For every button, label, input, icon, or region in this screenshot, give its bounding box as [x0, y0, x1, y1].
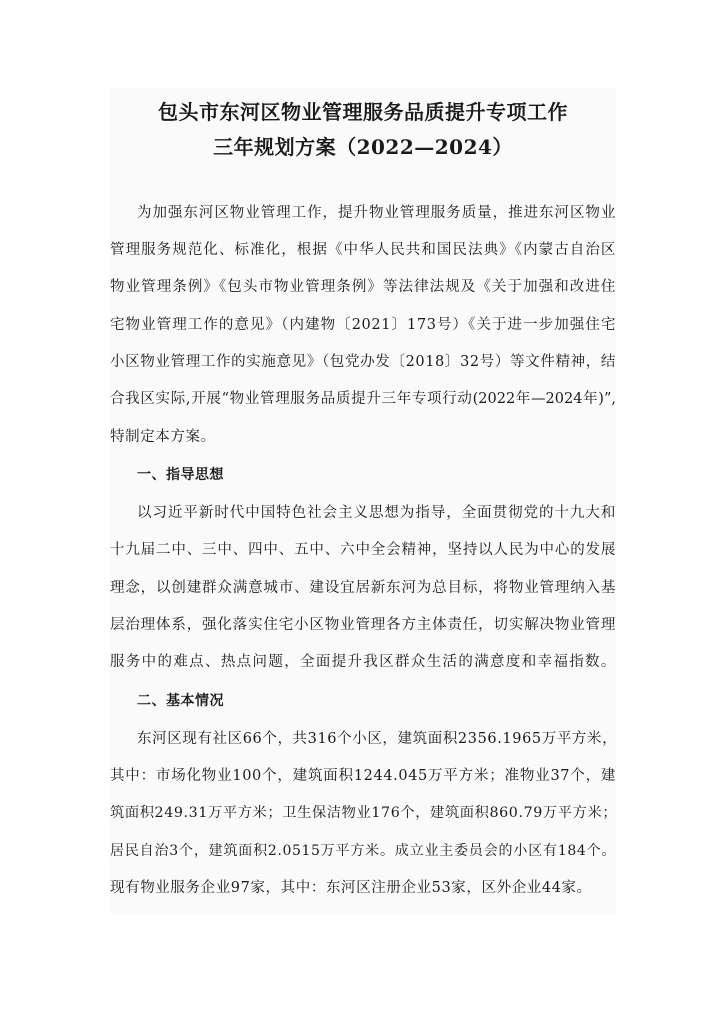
document-title-line-1: 包头市东河区物业管理服务品质提升专项工作	[158, 100, 568, 124]
paragraph-3-line: 东河区现有社区66个，共316个小区，建筑面积2356.1965万平方米，	[137, 731, 618, 747]
section-heading-guiding-ideology: 一、指导思想	[137, 467, 224, 483]
paragraph-1-line: 管理服务规范化、标准化，根据《中华人民共和国民法典》《内蒙古自治区	[110, 242, 616, 258]
paragraph-2-line: 服务中的难点、热点问题，全面提升我区群众生活的满意度和幸福指数。	[110, 654, 616, 670]
paragraph-3-line: 现有物业服务企业97家，其中：东河区注册企业53家，区外企业44家。	[110, 880, 592, 896]
paragraph-1-line: 合我区实际,开展“物业管理服务品质提升三年专项行动(2022年—2024年)”,	[110, 391, 616, 407]
paragraph-2-line: 十九届二中、三中、四中、五中、六中全会精神，坚持以人民为中心的发展	[110, 542, 616, 558]
paragraph-2-line: 理念，以创建群众满意城市、建设宜居新东河为总目标，将物业管理纳入基	[110, 580, 616, 596]
paragraph-3-line: 其中：市场化物业100个，建筑面积1244.045万平方米；准物业37个，建	[110, 768, 616, 784]
paragraph-2-line: 以习近平新时代中国特色社会主义思想为指导，全面贯彻党的十九大和	[137, 505, 616, 521]
section-heading-basic-situation: 二、基本情况	[137, 693, 224, 709]
paragraph-3-line: 居民自治3个，建筑面积2.0515万平方米。成立业主委员会的小区有184个。	[110, 843, 616, 859]
paragraph-1-line: 特制定本方案。	[110, 429, 216, 445]
document-page	[110, 88, 616, 914]
paragraph-1-line: 为加强东河区物业管理工作，提升物业管理服务质量，推进东河区物业	[137, 205, 616, 221]
document-title-line-2: 三年规划方案（2022—2024）	[213, 135, 513, 159]
paragraph-1-line: 小区物业管理工作的实施意见》（包党办发〔2018〕32号）等文件精神，结	[110, 354, 616, 370]
paragraph-2-line: 层治理体系，强化落实住宅小区物业管理各方主体责任，切实解决物业管理	[110, 617, 616, 633]
paragraph-1-line: 物业管理条例》《包头市物业管理条例》等法律法规及《关于加强和改进住	[110, 279, 616, 295]
paragraph-3-line: 筑面积249.31万平方米；卫生保洁物业176个，建筑面积860.79万平方米；	[110, 805, 618, 821]
paragraph-1-line: 宅物业管理工作的意见》（内建物〔2021〕173号）《关于进一步加强住宅	[110, 317, 616, 333]
